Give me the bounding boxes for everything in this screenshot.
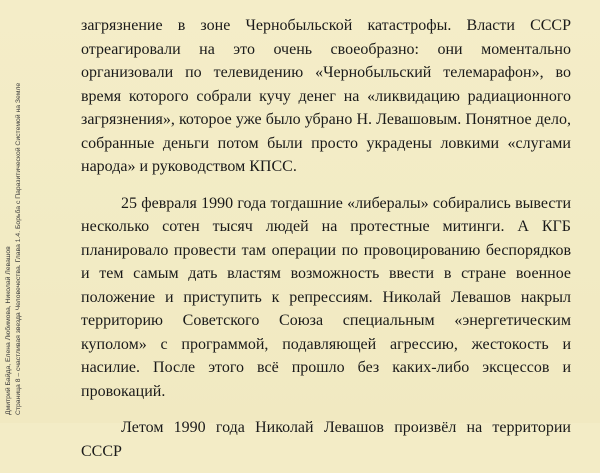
side-caption-title: – счастливая звезда Человечества. Глава 1.4. Борьба с Паразитической Системой на Земле	[15, 82, 22, 377]
page-number: Страница 8	[15, 378, 22, 415]
left-margin	[0, 0, 58, 423]
paragraph-1: загрязнение в зоне Чернобыльской катастрофы. Власти СССР отреагировали на это очень своеобразно: они моментально организовали по телевидению «Чернобыльский телемарафон», во время которого собрали кучу денег на «ликвидацию радиационного загрязнения», которое уже было убрано Н. Левашовым. Понятное дело, собранные деньги потом были просто украдены ловкими «слугами народа» и руководством КПСС.	[81, 17, 571, 175]
side-caption	[4, 35, 24, 415]
side-caption-authors: Дмитрий Байда, Елена Любимова, Николай Левашов	[5, 246, 12, 415]
paragraph-2: 25 февраля 1990 года тогдашние «либералы» собирались вывести несколько сотен тысяч людей на протестные митинги. А КГБ планировало провести там операции по провоцированию беспорядков и тем самым дать властям возможность ввести в стране военное положение и приступить к репрессиям. Николай Левашов накрыл территорию Советского Союза специальным «энергетическим куполом» с программой, подавляющей агрессию, жестокость и насилие. После этого всё прошло без каких-либо эксцессов и провокаций.	[81, 194, 571, 400]
side-caption-line-authors	[4, 35, 14, 415]
side-caption-line-title	[14, 35, 24, 415]
document-body	[81, 14, 571, 473]
paragraph-3: Летом 1990 года Николай Левашов произвёл на территории СССР	[81, 419, 571, 460]
